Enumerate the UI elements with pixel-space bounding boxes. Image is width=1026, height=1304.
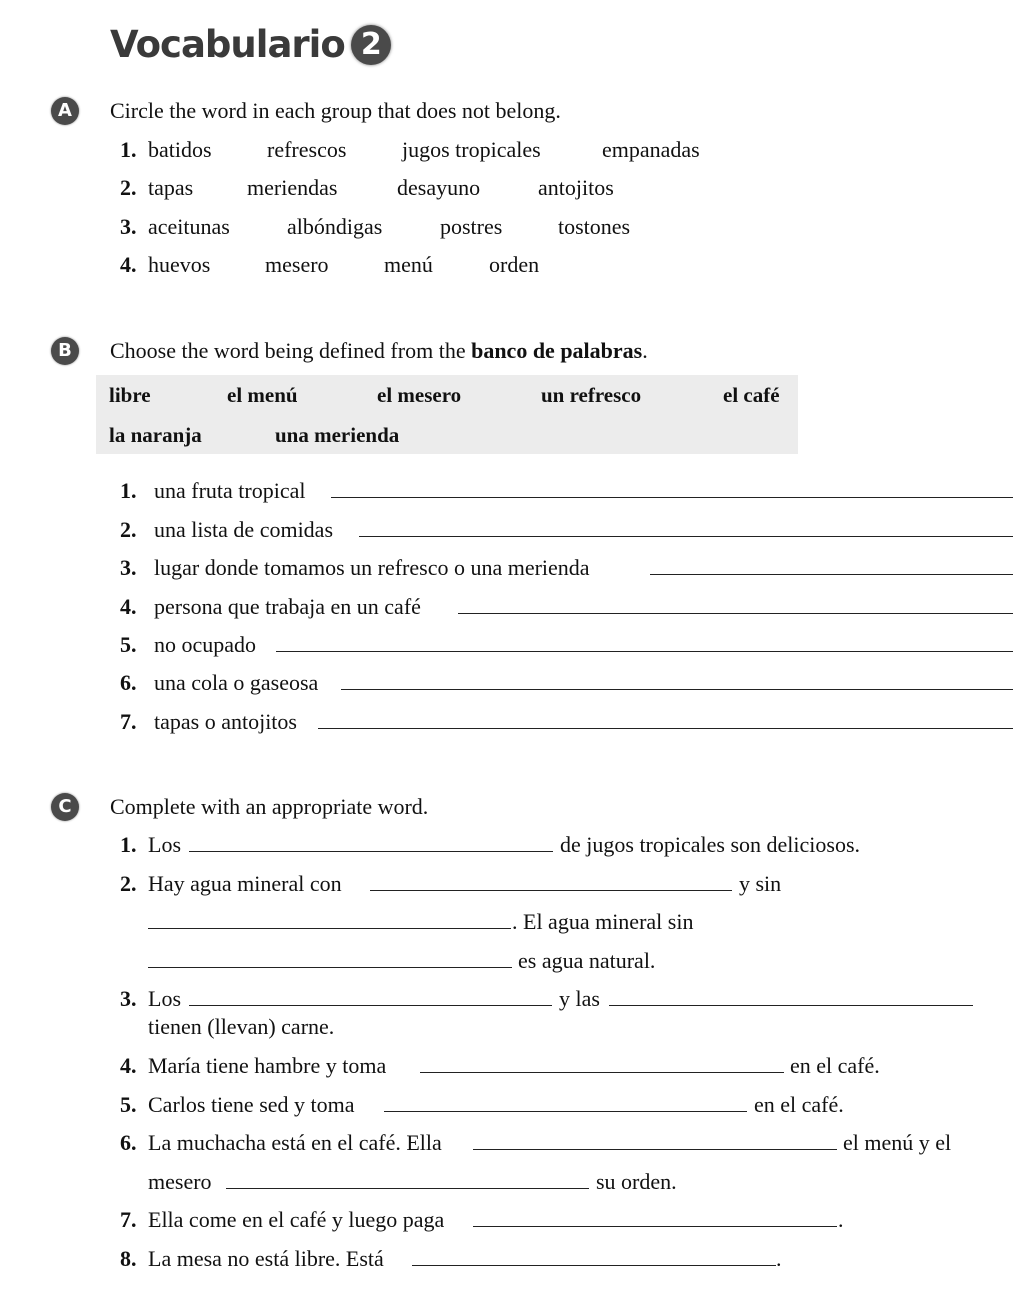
sentence-text: . [838, 1207, 844, 1232]
word-option[interactable]: desayuno [397, 175, 481, 200]
item-number: 4. [120, 1053, 137, 1078]
instruction-period: . [642, 338, 648, 363]
item-number: 1. [120, 478, 137, 503]
bank-word: el menú [227, 383, 298, 407]
bank-word: un refresco [541, 383, 642, 407]
answer-blank[interactable] [370, 890, 732, 891]
item-number: 3. [120, 214, 137, 239]
section-b-instruction [110, 338, 648, 364]
definition-text: tapas o antojitos [154, 709, 297, 734]
section-b-badge: B [51, 337, 79, 365]
answer-blank[interactable] [148, 928, 511, 929]
item-number: 2. [120, 175, 137, 200]
word-option[interactable]: jugos tropicales [402, 137, 541, 162]
answer-blank[interactable] [609, 1005, 973, 1006]
instruction-bold: banco de palabras [471, 338, 643, 363]
sentence-text: en el café. [790, 1053, 880, 1078]
sentence-text: Los [148, 986, 181, 1011]
instruction-text: Choose the word being defined from the [110, 338, 472, 363]
answer-blank[interactable] [420, 1072, 784, 1073]
item-number: 7. [120, 709, 137, 734]
definition-text: no ocupado [154, 632, 257, 657]
section-a-instruction: Circle the word in each group that does not belong. [110, 98, 561, 123]
sentence-text: tienen (llevan) carne. [148, 1014, 335, 1039]
item-number: 8. [120, 1246, 137, 1271]
answer-blank[interactable] [341, 689, 1013, 690]
answer-blank[interactable] [189, 851, 553, 852]
item-number: 4. [120, 252, 137, 277]
sentence-text: su orden. [596, 1169, 677, 1194]
answer-blank[interactable] [384, 1111, 747, 1112]
item-number: 5. [120, 1092, 137, 1117]
item-number: 3. [120, 986, 137, 1011]
title-text: Vocabulario [110, 23, 345, 66]
item-number: 6. [120, 1130, 137, 1155]
answer-blank[interactable] [473, 1226, 837, 1227]
answer-blank[interactable] [473, 1149, 837, 1150]
answer-blank[interactable] [226, 1188, 589, 1189]
definition-text: una fruta tropical [154, 478, 306, 503]
bank-word: el café [723, 383, 780, 407]
word-option[interactable]: postres [440, 214, 503, 239]
sentence-text: el menú y el [843, 1130, 952, 1155]
sentence-text: Carlos tiene sed y toma [148, 1092, 355, 1117]
definition-text: lugar donde tomamos un refresco o una merienda [154, 555, 590, 580]
word-option[interactable]: refrescos [267, 137, 347, 162]
sentence-text: en el café. [754, 1092, 844, 1117]
answer-blank[interactable] [412, 1265, 776, 1266]
sentence-text: La mesa no está libre. Está [148, 1246, 384, 1271]
bank-word: el mesero [377, 383, 462, 407]
answer-blank[interactable] [189, 1005, 552, 1006]
title-number-badge: 2 [351, 25, 391, 65]
section-c-instruction: Complete with an appropriate word. [110, 794, 429, 819]
answer-blank[interactable] [276, 651, 1013, 652]
word-option[interactable]: batidos [148, 137, 212, 162]
definition-text: una lista de comidas [154, 517, 334, 542]
sentence-text: Los [148, 832, 181, 857]
word-bank [96, 375, 798, 454]
item-number: 1. [120, 137, 137, 162]
word-option[interactable]: empanadas [602, 137, 700, 162]
word-option[interactable]: tapas [148, 175, 194, 200]
sentence-text: . El agua mineral sin [512, 909, 694, 934]
sentence-text: La muchacha está en el café. Ella [148, 1130, 442, 1155]
word-option[interactable]: tostones [558, 214, 631, 239]
section-a-badge: A [51, 97, 79, 125]
answer-blank[interactable] [148, 967, 512, 968]
answer-blank[interactable] [458, 613, 1013, 614]
item-number: 4. [120, 594, 137, 619]
page-title [110, 20, 391, 70]
word-option[interactable]: mesero [265, 252, 329, 277]
word-option[interactable]: meriendas [247, 175, 338, 200]
definition-text: una cola o gaseosa [154, 670, 319, 695]
item-number: 2. [120, 871, 137, 896]
word-option[interactable]: orden [489, 252, 540, 277]
sentence-text: María tiene hambre y toma [148, 1053, 387, 1078]
sentence-text: y sin [739, 871, 782, 896]
item-number: 5. [120, 632, 137, 657]
word-option[interactable]: aceitunas [148, 214, 230, 239]
sentence-text: mesero [148, 1169, 212, 1194]
bank-word: libre [109, 383, 151, 407]
item-number: 6. [120, 670, 137, 695]
item-number: 7. [120, 1207, 137, 1232]
word-option[interactable]: huevos [148, 252, 211, 277]
answer-blank[interactable] [650, 574, 1013, 575]
section-c-badge: C [51, 793, 79, 821]
bank-word: una merienda [275, 423, 400, 447]
sentence-text: . [776, 1246, 782, 1271]
item-number: 3. [120, 555, 137, 580]
item-number: 1. [120, 832, 137, 857]
sentence-text: Ella come en el café y luego paga [148, 1207, 445, 1232]
sentence-text: es agua natural. [518, 948, 656, 973]
sentence-text: de jugos tropicales son deliciosos. [560, 832, 861, 857]
answer-blank[interactable] [331, 497, 1013, 498]
word-option[interactable]: antojitos [538, 175, 614, 200]
answer-blank[interactable] [359, 536, 1013, 537]
word-option[interactable]: menú [384, 252, 433, 277]
sentence-text: y las [559, 986, 600, 1011]
sentence-text: Hay agua mineral con [148, 871, 342, 896]
item-number: 2. [120, 517, 137, 542]
answer-blank[interactable] [318, 728, 1013, 729]
word-option[interactable]: albóndigas [287, 214, 383, 239]
definition-text: persona que trabaja en un café [154, 594, 421, 619]
bank-word: la naranja [109, 423, 202, 447]
